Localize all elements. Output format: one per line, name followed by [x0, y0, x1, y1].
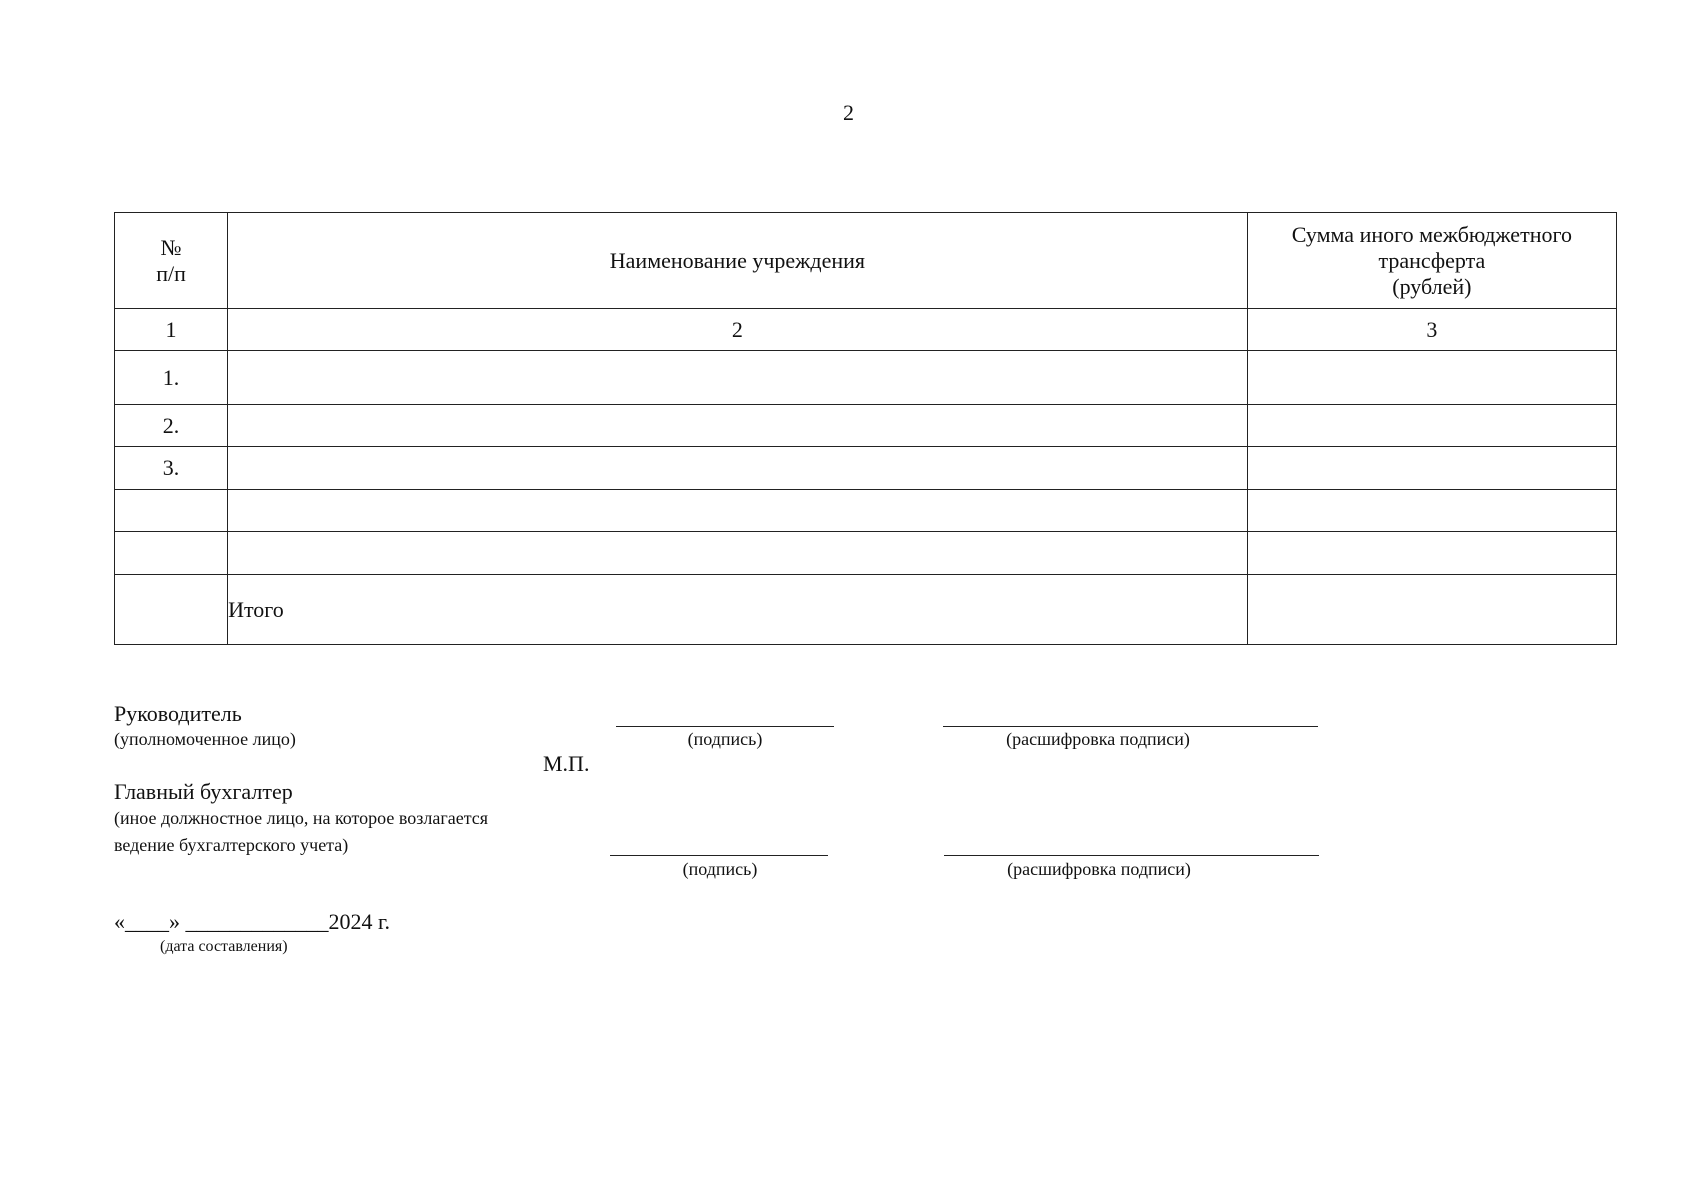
- row-number: 3.: [115, 447, 228, 490]
- column-index-3: 3: [1247, 309, 1616, 351]
- head-signature-caption: (подпись): [687, 729, 763, 749]
- compilation-date: «____» _____________2024 г.: [114, 909, 391, 934]
- page-number: 2: [843, 100, 854, 125]
- column-index-row: [115, 309, 1617, 351]
- stamp-placeholder: М.П.: [543, 751, 590, 776]
- accountant-decoding-line: [944, 855, 1319, 856]
- head-signature-line: [616, 726, 834, 727]
- table-row: [115, 447, 1617, 490]
- accountant-decoding-caption: (расшифровка подписи): [1007, 859, 1191, 879]
- head-decoding-caption: (расшифровка подписи): [1006, 729, 1190, 749]
- row-institution-name: [228, 351, 1248, 405]
- accountant-subtitle-line2: ведение бухгалтерского учета): [114, 835, 349, 855]
- row-institution-name: [228, 405, 1248, 447]
- row-sum: [1247, 490, 1616, 532]
- head-subtitle: (уполномоченное лицо): [114, 729, 296, 749]
- table-row: [115, 351, 1617, 405]
- row-institution-name: [228, 490, 1248, 532]
- row-number: 1.: [115, 351, 228, 405]
- row-institution-name: [228, 532, 1248, 575]
- row-sum: [1247, 405, 1616, 447]
- table-row: [115, 490, 1617, 532]
- header-transfer-sum: Сумма иного межбюджетного трансферта (рублей): [1247, 213, 1616, 309]
- accountant-signature-line: [610, 855, 828, 856]
- table-row: [115, 532, 1617, 575]
- row-institution-name: [228, 447, 1248, 490]
- table-header-row: [115, 213, 1617, 309]
- total-sum: [1247, 575, 1616, 645]
- header-institution-name: Наименование учреждения: [228, 213, 1248, 309]
- total-number-cell: [115, 575, 228, 645]
- total-label: Итого: [228, 575, 1248, 645]
- table-row: [115, 405, 1617, 447]
- head-decoding-line: [943, 726, 1318, 727]
- row-number: [115, 532, 228, 575]
- row-sum: [1247, 532, 1616, 575]
- compilation-date-caption: (дата составления): [160, 938, 288, 955]
- column-index-1: 1: [115, 309, 228, 351]
- accountant-title: Главный бухгалтер: [114, 779, 293, 804]
- header-number: № п/п: [115, 213, 228, 309]
- row-number: 2.: [115, 405, 228, 447]
- accountant-subtitle-line1: (иное должностное лицо, на которое возлагается: [114, 808, 489, 828]
- row-sum: [1247, 447, 1616, 490]
- row-sum: [1247, 351, 1616, 405]
- total-row: [115, 575, 1617, 645]
- head-title: Руководитель: [114, 701, 242, 726]
- accountant-signature-caption: (подпись): [682, 859, 758, 879]
- row-number: [115, 490, 228, 532]
- transfer-table: [114, 212, 1617, 645]
- column-index-2: 2: [228, 309, 1248, 351]
